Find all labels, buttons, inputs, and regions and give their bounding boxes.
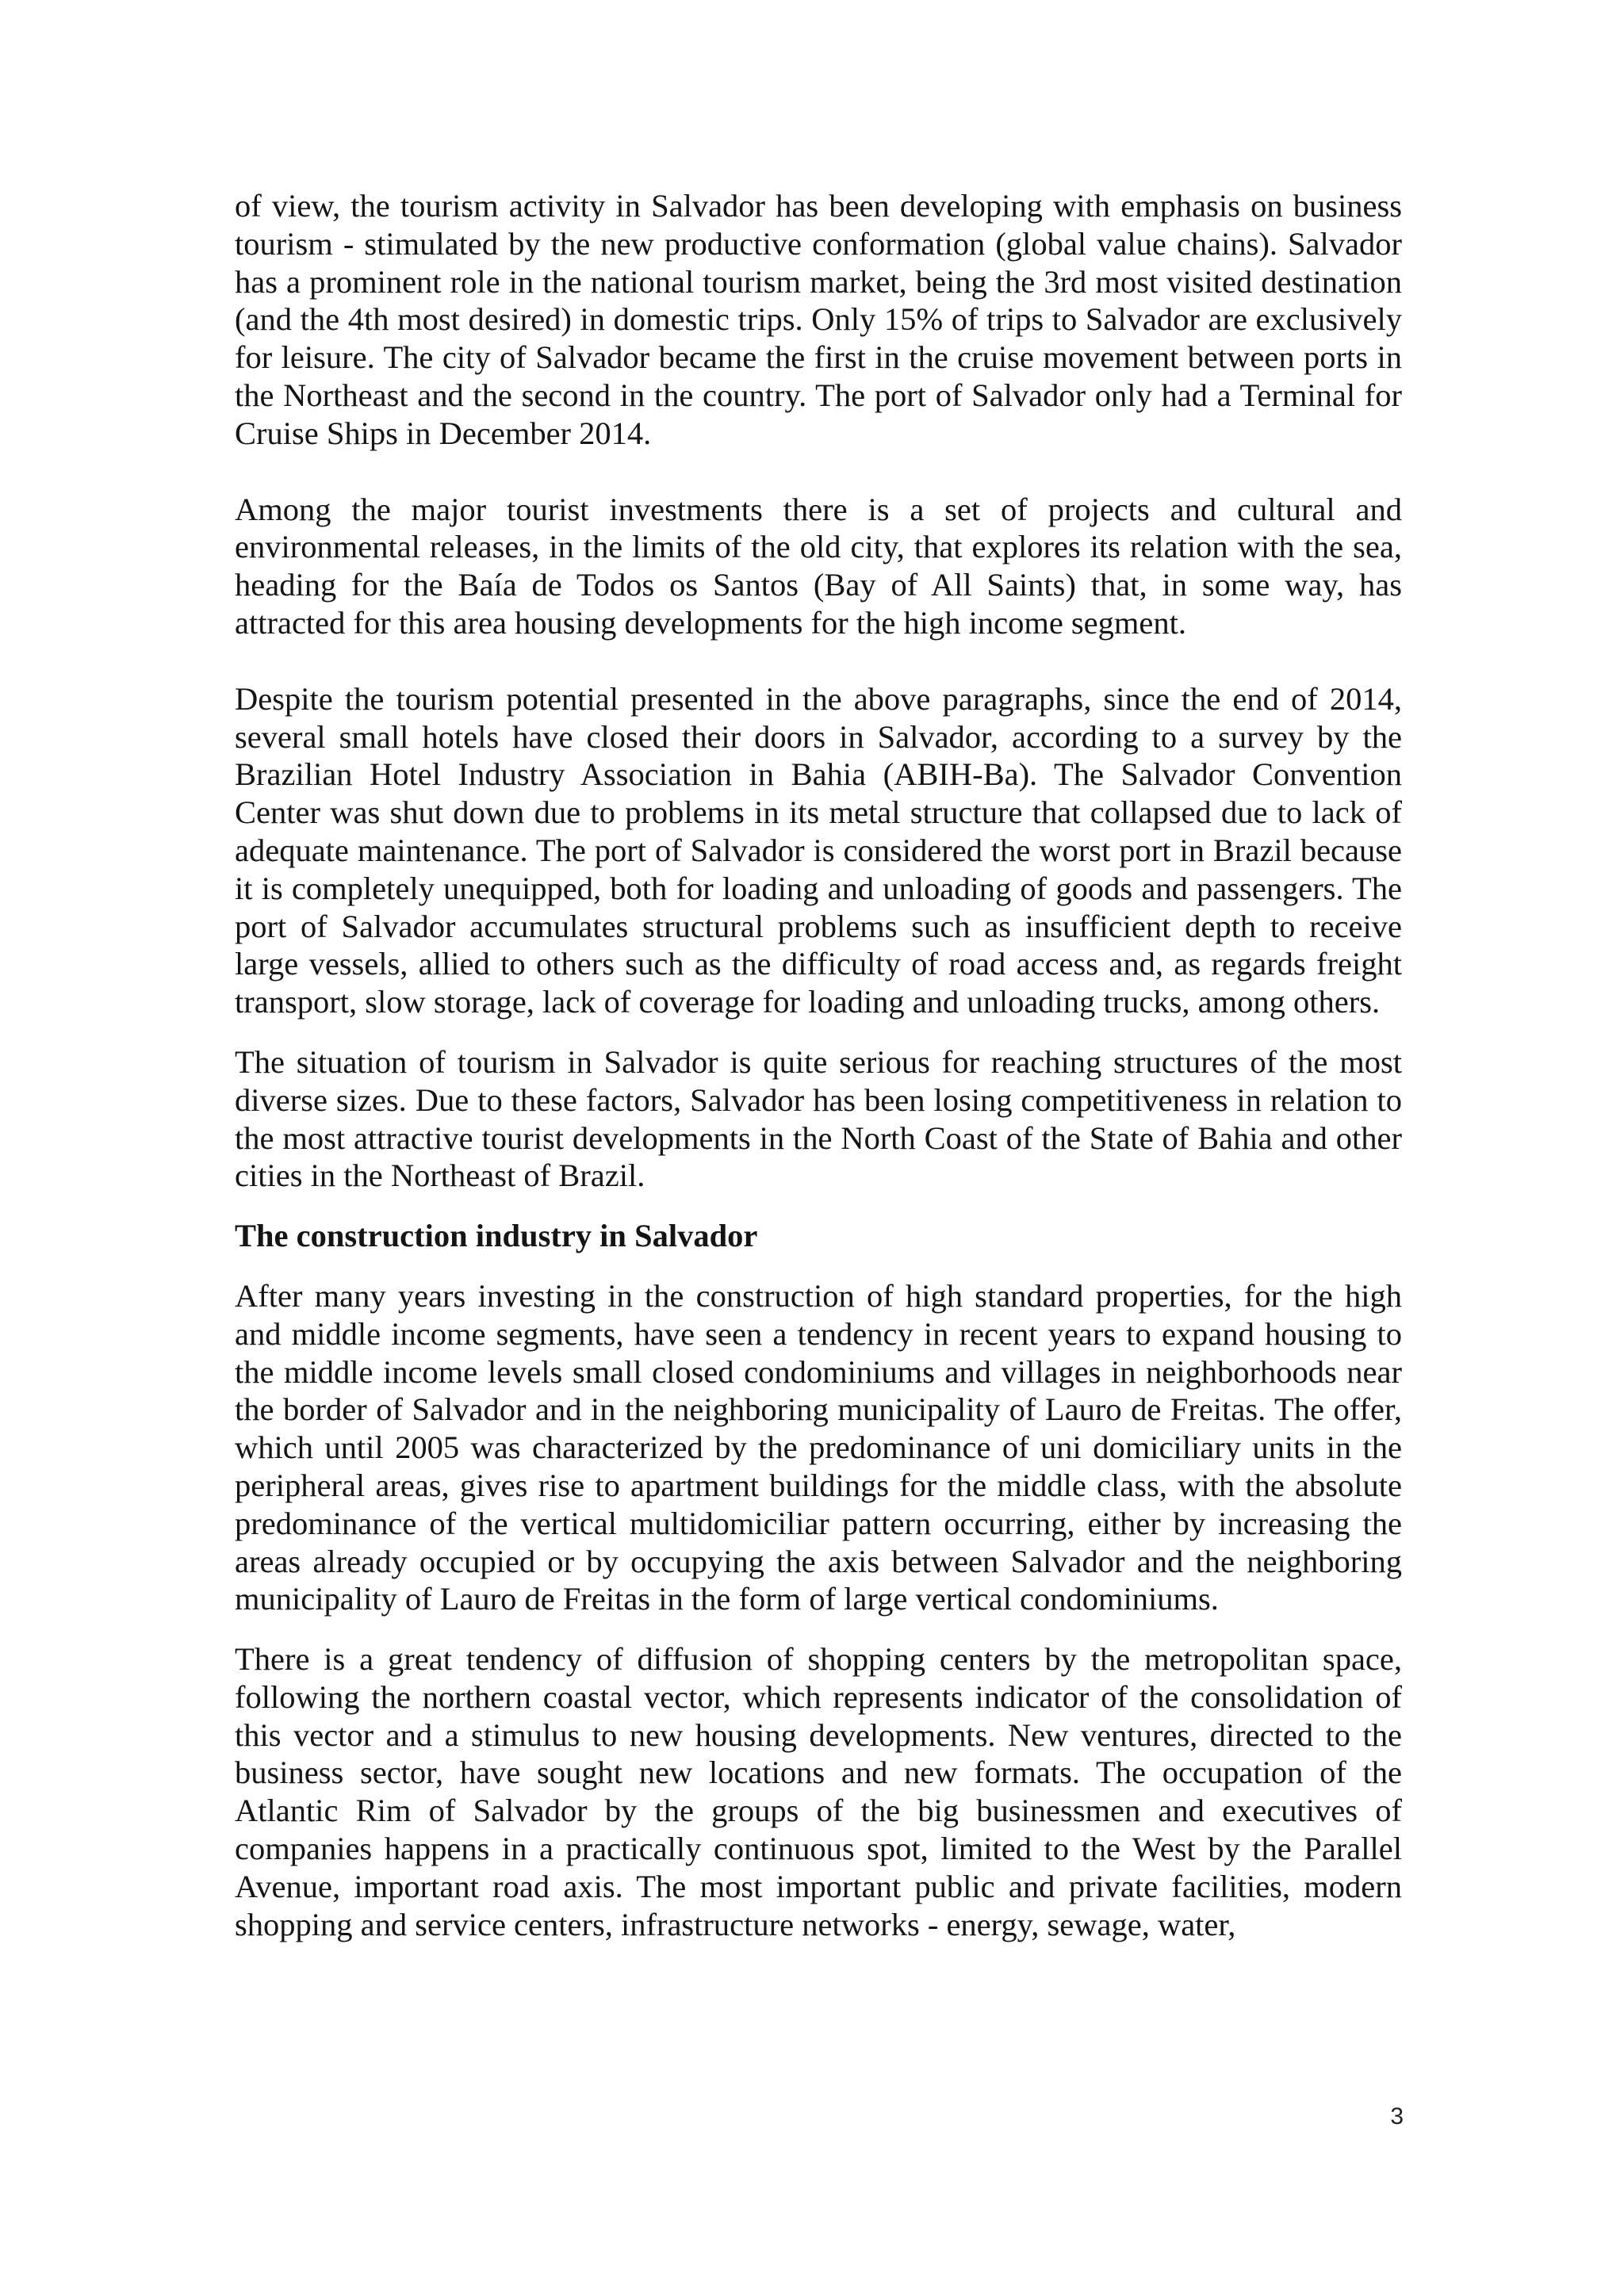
paragraph-tourism-situation: The situation of tourism in Salvador is quite serious for reaching structures of the most diverse sizes. Due to these factors, Salvador has been losing competitiveness in relation to the most attractive tourist developments in the North Coast of the State of Bahia and other cities in the Northeast of Brazil. xyxy=(235,1043,1402,1194)
paragraph-shopping-centers: There is a great tendency of diffusion of shopping centers by the metropolitan space, following the northern coastal vector, which represents indicator of the consolidation of this vector and a stimulus to new housing developments. New ventures, directed to the business sector, have sought new locations and new formats. The occupation of the Atlantic Rim of Salvador by the groups of the big businessmen and executives of companies happens in a practically continuous spot, limited to the West by the Parallel Avenue, important road axis. The most important public and private facilities, modern shopping and service centers, infrastructure networks - energy, sewage, water, xyxy=(235,1641,1402,1942)
section-heading: The construction industry in Salvador xyxy=(235,1218,758,1254)
page-body xyxy=(235,187,1402,1943)
paragraph-tourism-problems: Despite the tourism potential presented in the above paragraphs, since the end of 2014, several small hotels have closed their doors in Salvador, according to a survey by the Brazilian Hotel Industry Association in Bahia (ABIH-Ba). The Salvador Convention Center was shut down due to problems in its metal structure that collapsed due to lack of adequate maintenance. The port of Salvador is considered the worst port in Brazil because it is completely unequipped, both for loading and unloading of goods and passengers. The port of Salvador accumulates structural problems such as insufficient depth to receive large vessels, allied to others such as the difficulty of road access and, as regards freight transport, slow storage, lack of coverage for loading and unloading trucks, among others. xyxy=(235,680,1402,1020)
paragraph-construction-housing: After many years investing in the construction of high standard properties, for the high and middle income segments, have seen a tendency in recent years to expand housing to the middle income levels small closed condominiums and villages in neighborhoods near the border of Salvador and in the neighboring municipality of Lauro de Freitas. The offer, which until 2005 was characterized by the predominance of uni domiciliary units in the peripheral areas, gives rise to apartment buildings for the middle class, with the absolute predominance of the vertical multidomiciliar pattern occurring, either by increasing the areas already occupied or by occupying the axis between Salvador and the neighboring municipality of Lauro de Freitas in the form of large vertical condominiums. xyxy=(235,1277,1402,1617)
page-number: 3 xyxy=(1390,2103,1404,2130)
paragraph-tourist-investments: Among the major tourist investments there is a set of projects and cultural and environmental releases, in the limits of the old city, that explores its relation with the sea, heading for the Baía de Todos os Santos (Bay of All Saints) that, in some way, has attracted for this area housing developments for the high income segment. xyxy=(235,491,1402,641)
paragraph-tourism-overview: of view, the tourism activity in Salvador has been developing with emphasis on business tourism - stimulated by the new productive conformation (global value chains). Salvador has a prominent role in the national tourism market, being the 3rd most visited destination (and the 4th most desired) in domestic trips. Only 15% of trips to Salvador are exclusively for leisure. The city of Salvador became the first in the cruise movement between ports in the Northeast and the second in the country. The port of Salvador only had a Terminal for Cruise Ships in December 2014. xyxy=(235,188,1402,451)
